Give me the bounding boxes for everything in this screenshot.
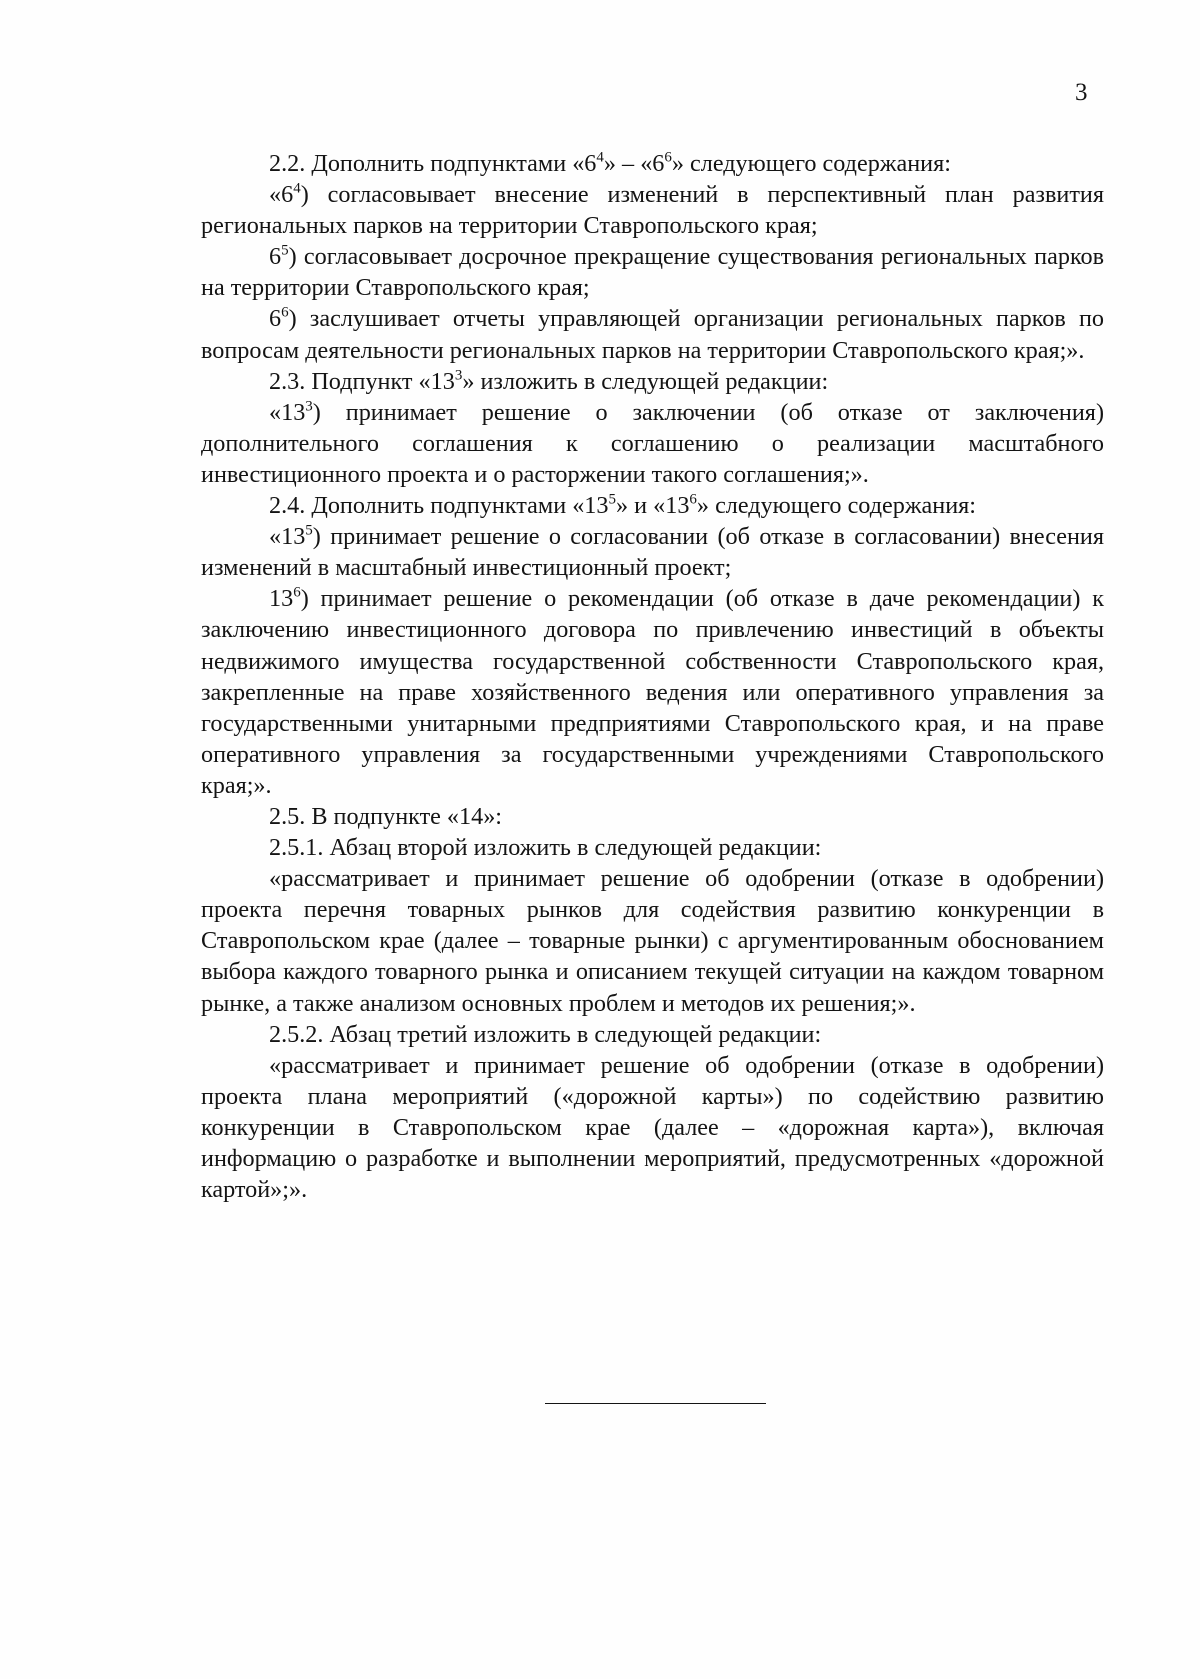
text-run: » следующего содержания: — [696, 492, 977, 520]
page-number: 3 — [1075, 79, 1088, 106]
text-run: «рассматривает и принимает решение об одобрении (отказе в одобрении) проекта перечня товарных рынков для содействия развитию конкуренции в Ставропольском крае (далее – товарные рынки) с аргументированным обоснованием выбора каждого товарного рынка и описанием текущей ситуации на каждом товарном рынке, а также анализом основных проблем и методов их решения;». — [201, 865, 1104, 1017]
text-run: » – «6 — [603, 150, 665, 177]
superscript: 4 — [596, 149, 604, 166]
superscript: 5 — [608, 491, 616, 508]
superscript: 6 — [293, 585, 301, 602]
text-run: ) принимает решение о заключении (об отказе от заключения) дополнительного соглашения к соглашению о реализации масштабного инвестиционного проекта и о расторжении такого соглашения;». — [201, 398, 1104, 488]
text-run: 2.5.1. Абзац второй изложить в следующей редакции: — [269, 834, 822, 862]
text-run: 2.5. В подпункте «14»: — [269, 802, 503, 830]
text-run: ) согласовывает досрочное прекращение существования региональных парков на территории Ставропольского края; — [201, 243, 1104, 302]
text-run: 2.4. Дополнить подпунктами «13 — [269, 492, 609, 520]
paragraph — [201, 397, 1104, 490]
superscript: 3 — [454, 367, 463, 384]
text-run: «13 — [269, 523, 306, 551]
text-run: » и «13 — [616, 492, 690, 520]
text-run: 2.2. Дополнить подпунктами «6 — [269, 150, 597, 177]
paragraph — [201, 366, 1104, 397]
paragraph — [201, 179, 1104, 241]
text-run: 13 — [269, 585, 294, 613]
paragraph — [201, 801, 1104, 832]
text-run: «рассматривает и принимает решение об одобрении (отказе в одобрении) проекта плана мероприятий («дорожной карты») по содействию развитию конкуренции в Ставропольском крае (далее – «дорожная карта»), включая информацию о разработке и выполнении мероприятий, предусмотренных «дорожной картой»;». — [201, 1051, 1104, 1204]
text-run: 2.3. Подпункт «13 — [269, 367, 455, 395]
superscript: 4 — [293, 180, 301, 197]
text-run: » следующего содержания: — [671, 150, 951, 177]
text-run: 6 — [269, 305, 282, 333]
text-run: » изложить в следующей редакции: — [462, 367, 829, 395]
paragraph — [201, 832, 1104, 863]
paragraph — [201, 1050, 1104, 1205]
text-run: «13 — [269, 398, 306, 426]
text-run: «6 — [269, 181, 294, 209]
text-run: ) принимает решение о рекомендации (об отказе в даче рекомендации) к заключению инвестиционного договора по привлечению инвестиций в объекты недвижимого имущества государственной собственности Ставропольского края, закрепленные на праве хозяйственного ведения или оперативного управления за государственными унитарными предприятиями Ставропольского края, и на праве оперативного управления за государственными учреждениями Ставропольского края;». — [201, 585, 1104, 799]
text-run: ) принимает решение о согласовании (об отказе в согласовании) внесения изменений в масштабный инвестиционный проект; — [201, 523, 1104, 582]
closing-rule — [545, 1403, 766, 1404]
text-run: 2.5.2. Абзац третий изложить в следующей редакции: — [269, 1020, 822, 1048]
superscript: 6 — [664, 149, 672, 166]
paragraph — [201, 303, 1104, 365]
paragraph — [201, 241, 1104, 303]
paragraph — [201, 490, 1104, 521]
paragraph — [201, 583, 1104, 801]
text-run: ) заслушивает отчеты управляющей организации региональных парков по вопросам деятельности региональных парков на территории Ставропольского края;». — [201, 305, 1104, 364]
text-run: ) согласовывает внесение изменений в перспективный план развития региональных парков на территории Ставропольского края; — [201, 181, 1104, 240]
document-body — [201, 148, 1104, 1205]
superscript: 5 — [305, 522, 313, 539]
paragraph — [201, 1019, 1104, 1050]
superscript: 5 — [281, 242, 289, 259]
superscript: 6 — [281, 305, 289, 322]
superscript: 6 — [689, 491, 697, 508]
text-run: 6 — [269, 243, 282, 271]
paragraph — [201, 148, 1104, 179]
paragraph — [201, 863, 1104, 1018]
paragraph — [201, 521, 1104, 583]
superscript: 3 — [305, 398, 313, 415]
